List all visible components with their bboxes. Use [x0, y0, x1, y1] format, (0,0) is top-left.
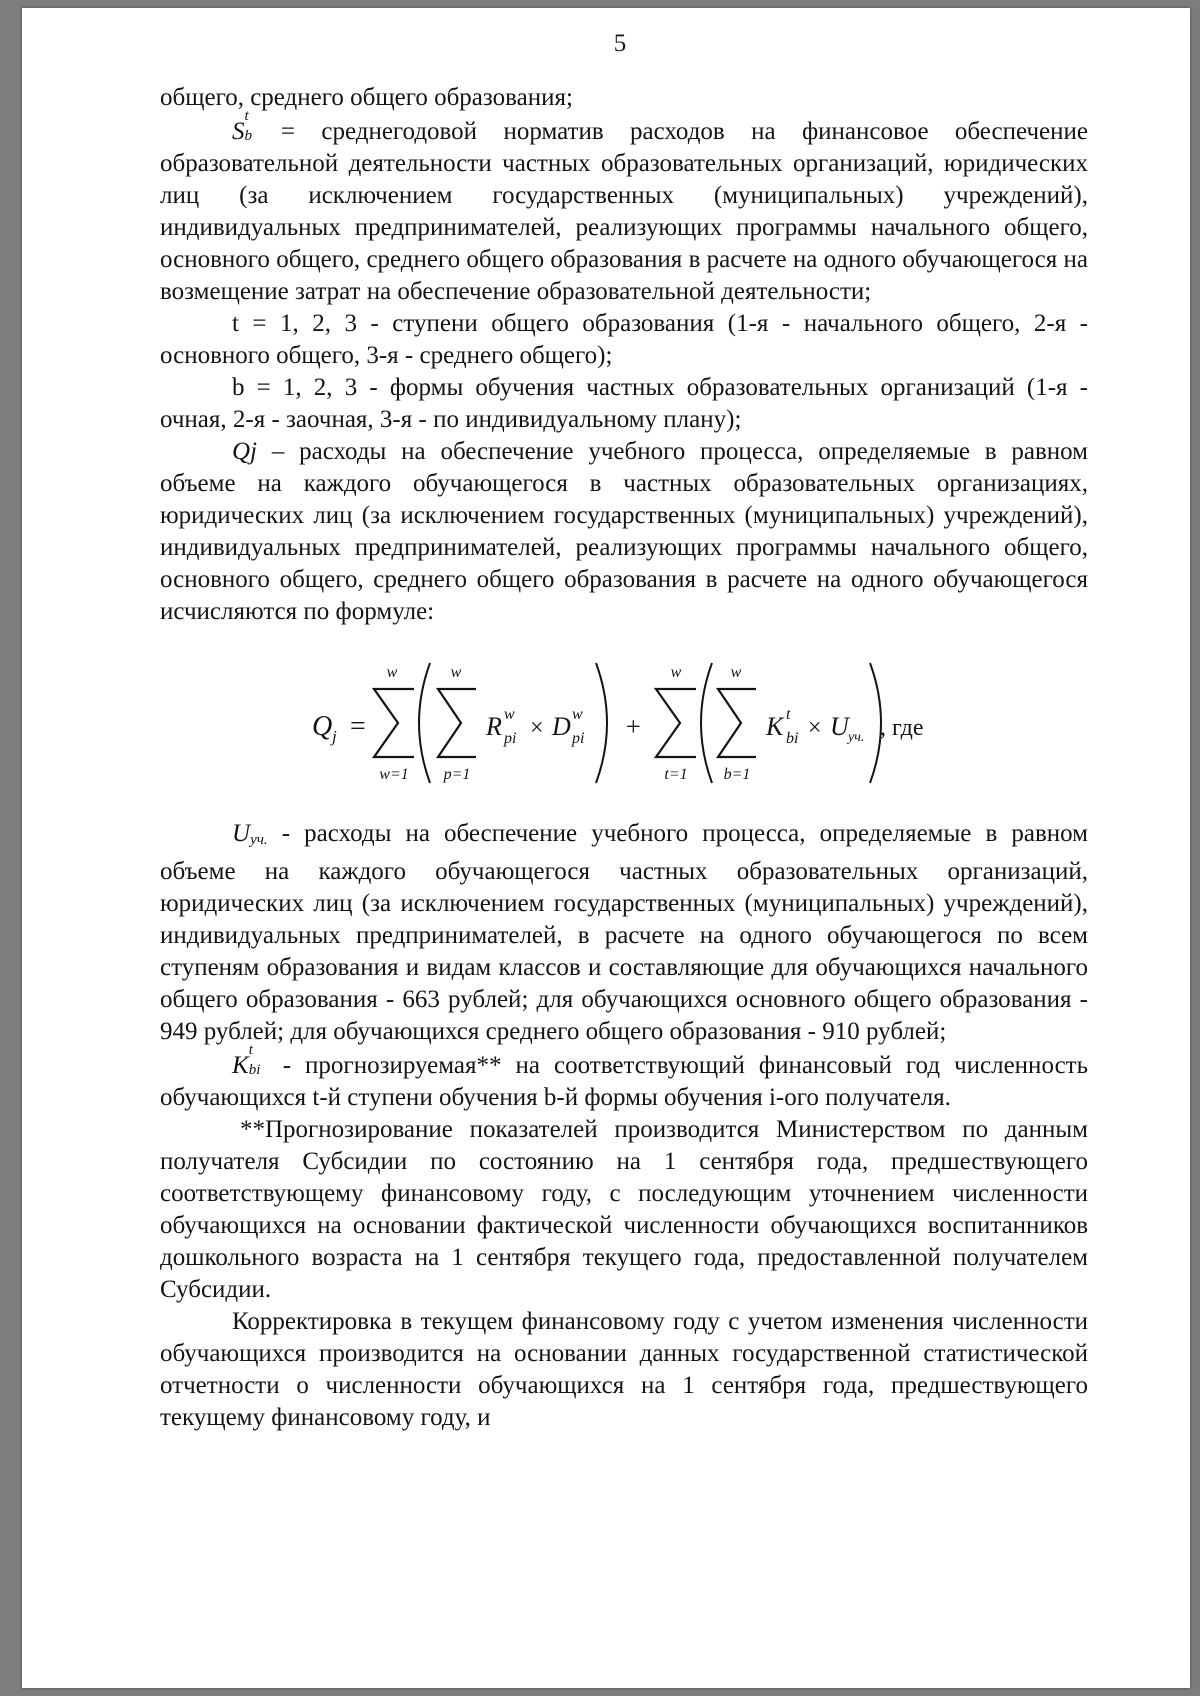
paragraph-2: S t b = среднегодовой норматив расходов на финансовое обеспечение образовательной деятельности частных образовательных организаций, юридических лиц (за исключением государственных (муниципальных) учреждений), индивидуальных предпринимателей, реализующих программы начального общего, основного общего, среднего общего образования в расчете на одного обучающегося на возмещение затрат на обеспечение образовательной деятельности;: [160, 108, 1088, 305]
formula-k: K: [766, 712, 784, 741]
paragraph-9: Корректировка в текущем финансовому году с учетом изменения численности обучающихся производится на основании данных государственной статистической отчетности о численности обучающихся на 1 сентября года, предшествующего текущему финансовому году, и: [160, 1308, 1088, 1431]
formula-d-sup: w: [572, 706, 583, 723]
formula-times-1: ×: [530, 715, 544, 741]
symbol-s: S t b: [232, 108, 252, 145]
paragraph-3: t = 1, 2, 3 - ступени общего образования (1-я - начального общего, 2-я - основного общего, 3-я - среднего общего);: [160, 310, 1088, 369]
paragraph-4: b = 1, 2, 3 - формы обучения частных образовательных организаций (1-я - очная, 2-я - заочная, 3-я - по индивидуальному плану);: [160, 374, 1088, 433]
formula-r: R: [486, 712, 502, 741]
formula-lhs-sub: j: [332, 727, 337, 746]
paren-right-1-icon: [596, 663, 607, 783]
document-body: [160, 82, 1088, 1434]
formula-u: U: [830, 712, 849, 741]
symbol-u: $U_{уч.}$: [232, 820, 268, 848]
sum2-sigma-icon: [438, 689, 476, 757]
formula-r-sub: pi: [504, 730, 517, 747]
paren-left-1-icon: [419, 663, 430, 783]
formula-lhs: Q: [312, 711, 333, 742]
formula-d: D: [552, 712, 571, 741]
formula-k-sub: bi: [786, 730, 799, 747]
sum4-top: w: [730, 664, 742, 681]
formula-qj: [160, 638, 1088, 808]
formula-equals: =: [350, 711, 366, 742]
sum3-bottom: t=1: [664, 766, 688, 783]
paren-left-2-icon: [701, 663, 712, 783]
symbol-k: K t bi: [232, 1042, 261, 1079]
paragraph-8: **Прогнозирование показателей производится Министерством по данным получателя Субсидии по состоянию на 1 сентября года, предшествующего соответствующему финансовому году, с последующим уточнением численности обучающихся на основании фактической численности обучающихся воспитанников дошкольного возраста на 1 сентября текущего года, предоставленной получателем Субсидии.: [160, 1116, 1088, 1303]
page-number: 5: [613, 30, 627, 57]
sum1-sigma-icon: [374, 689, 414, 757]
formula-tail: , где: [880, 715, 924, 741]
paragraph-5: Qj – расходы на обеспечение учебного процесса, определяемые в равном объеме на каждого обучающегося в частных образовательных организациях, юридических лиц (за исключением государственных (муниципальных) учреждений), индивидуальных предпринимателей, реализующих программы начального общего, основного общего, среднего общего образования в расчете на одного обучающегося исчисляются по формуле:: [160, 438, 1088, 625]
sum4-sigma-icon: [718, 689, 756, 757]
paragraph-6: $U_{уч.}$ - расходы на обеспечение учебного процесса, определяемые в равном объеме на каждого обучающегося частных образовательных организаций, юридических лиц (за исключением государственных (муниципальных) учреждений), индивидуальных предпринимателей, в расчете на одного обучающегося по всем ступеням образования и видам классов и составляющие для обучающихся начального общего образования - 663 рублей; для обучающихся основного общего образования - 949 рублей; для обучающихся среднего общего образования - 910 рублей;: [160, 820, 1088, 1045]
sum2-top: w: [450, 664, 462, 681]
formula-d-sub: pi: [572, 730, 585, 747]
paragraph-7: K t bi - прогнозируемая** на соответствующий финансовый год численность обучающихся t-й ступени обучения b-й формы обучения i-ого получателя.: [160, 1042, 1088, 1111]
formula-r-sup: w: [504, 706, 515, 723]
paragraph-1: общего, среднего общего образования;: [160, 84, 573, 111]
sum1-top: w: [386, 664, 398, 681]
sum2-bottom: p=1: [443, 766, 471, 783]
sum3-sigma-icon: [656, 689, 696, 757]
sum1-bottom: w=1: [379, 766, 409, 783]
sum4-bottom: b=1: [723, 766, 751, 783]
formula-plus: +: [626, 712, 641, 741]
formula-k-sup: t: [786, 706, 791, 723]
formula-u-sub: уч.: [848, 730, 865, 745]
symbol-qj: Qj: [232, 438, 257, 465]
sum3-top: w: [670, 664, 682, 681]
formula-times-2: ×: [808, 715, 822, 741]
formula-svg: [304, 643, 944, 803]
